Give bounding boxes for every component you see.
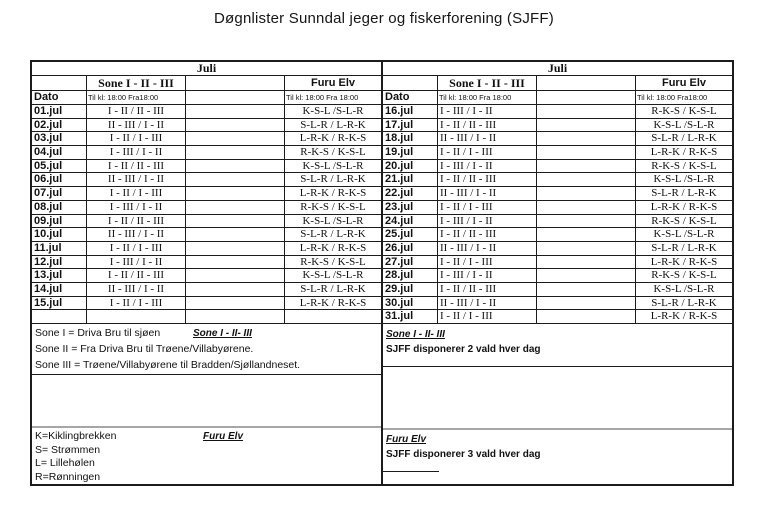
date-cell: 09.jul [32,215,87,228]
furu-header: Furu Elv [661,77,706,89]
sone-shift-cell: I - II / I - III [438,146,537,159]
spacer-cell [186,283,285,296]
sone-notes-block [32,324,381,375]
sone-shift-cell: II - III / I - II [438,187,537,200]
furu-legend-block [32,428,381,484]
furu-shift-cell: R-K-S / K-S-L [651,269,717,282]
sone-shift-cell: I - II / II - III [438,119,537,132]
table-row [32,269,381,283]
table-row [383,228,732,242]
date-cell: 19.jul [383,146,438,159]
table-row [383,242,732,256]
furu-shift-cell: K-S-L /S-L-R [302,269,364,282]
cell-border-stub [383,471,439,472]
empty-header-cell [383,76,438,90]
furu-shift-cell: R-K-S / K-S-L [651,105,717,117]
spacer-cell [537,91,636,104]
spacer-cell [537,269,636,282]
date-cell: 12.jul [32,256,87,269]
spacer-cell [537,105,636,118]
sone-shift-cell: II - III / I - II [87,119,186,132]
date-cell [32,310,87,323]
spacer-cell [186,228,285,241]
sone-shift-cell: I - III / I - II [87,146,186,159]
sone-shift-cell: I - II / I - III [438,256,537,269]
schedule-table [30,60,734,486]
spacer-cell [186,119,285,132]
furu-shift-cell: S-L-R / L-R-K [300,228,366,241]
sone-shift-cell: I - II / I - III [87,242,186,255]
spacer-cell [186,297,285,310]
sone-shift-cell: I - II / I - III [438,201,537,214]
table-row [383,105,732,119]
table-row [383,269,732,283]
date-cell: 11.jul [32,242,87,255]
furu-shift-cell: S-L-R / L-R-K [651,187,717,200]
furu-shift-cell: K-S-L /S-L-R [653,173,715,186]
dato-header: Dato [383,91,438,104]
table-row [32,215,381,229]
sone-header: Sone I - II - III [438,76,537,90]
table-row [32,297,381,311]
furu-sjff-block [383,430,732,484]
sone-shift-cell: I - III / I - II [438,269,537,282]
sone-shift-cell: II - III / I - II [438,132,537,145]
month-header-right: Juli [383,62,732,76]
furu-shift-cell: K-S-L /S-L-R [302,105,364,117]
sone-shift-cell: II - III / I - II [87,283,186,296]
spacer-cell [186,269,285,282]
column-header-row-right [383,76,732,91]
spacer-cell [537,146,636,159]
date-cell: 30.jul [383,297,438,310]
furu-shift-cell: S-L-R / L-R-K [300,173,366,186]
spacer-cell [186,173,285,186]
table-row [32,242,381,256]
month-header-left: Juli [32,62,381,76]
legend-line: S= Strømmen [35,443,101,456]
table-row [32,119,381,133]
spacer-cell [537,297,636,310]
sone-section-title: Sone I - II- III [193,328,252,339]
furu-section-title: Furu Elv [203,431,244,443]
table-row [383,297,732,311]
table-right-half [381,62,732,484]
spacer-cell [537,310,636,323]
table-row [32,160,381,174]
note-line: Sone II = Fra Driva Bru til Trøene/Villabyørene. [35,343,254,355]
sone-sjff-block [383,324,732,367]
spacer-cell [186,201,285,214]
table-row [32,228,381,242]
sone-shift-cell: I - II / II - III [438,228,537,241]
date-cell: 08.jul [32,201,87,214]
spacer-cell [186,310,285,323]
date-cell: 07.jul [32,187,87,200]
furu-shift-cell: K-S-L /S-L-R [302,214,364,227]
date-cell: 25.jul [383,228,438,241]
table-row [383,201,732,215]
spacer-cell [537,283,636,296]
table-left-half [32,62,381,484]
date-cell: 15.jul [32,297,87,310]
spacer-cell [186,242,285,255]
date-cell: 31.jul [383,310,438,323]
sone-time-header: Til kl: 18:00 Fra18:00 [87,91,186,104]
date-cell: 16.jul [383,105,438,118]
furu-shift-cell: K-S-L /S-L-R [653,282,715,295]
sone-shift-cell: I - III / I - II [87,256,186,269]
furu-header: Furu Elv [310,77,355,89]
empty-block-left [32,375,381,428]
empty-block-right [383,367,732,429]
table-row [32,173,381,187]
furu-shift-cell: K-S-L /S-L-R [653,118,715,131]
page-title: Døgnlister Sunndal jeger og fiskerforening (SJFF) [214,10,554,27]
date-cell: 02.jul [32,119,87,132]
spacer-cell [186,76,285,90]
furu-shift-cell: S-L-R / L-R-K [651,241,717,254]
note-line: Sone III = Trøene/Villabyørene til Bradden/Sjøllandneset. [35,359,301,371]
spacer-cell [537,173,636,186]
furu-shift-cell: R-K-S / K-S-L [300,255,366,268]
sone-time-header: Til kl: 18:00 Fra 18:00 [438,91,537,104]
furu-shift-cell: L-R-K / R-K-S [650,200,718,213]
spacer-cell [537,242,636,255]
sjff-furu-note: SJFF disponerer 3 vald hver dag [386,448,541,460]
furu-shift-cell: L-R-K / R-K-S [299,132,367,145]
date-cell: 24.jul [383,215,438,228]
furu-shift-cell: S-L-R / L-R-K [651,296,717,309]
furu-shift-cell: R-K-S / K-S-L [300,146,366,159]
sone-shift-cell: II - III / I - II [438,242,537,255]
table-row [383,187,732,201]
sone-header: Sone I - II - III [87,76,186,90]
spacer-cell [186,160,285,173]
furu-shift-cell: L-R-K / R-K-S [299,296,367,309]
table-row [32,310,381,324]
spacer-cell [186,187,285,200]
date-cell: 21.jul [383,173,438,186]
date-cell: 28.jul [383,269,438,282]
sone-shift-cell: II - III / I - II [438,297,537,310]
spacer-cell [186,105,285,118]
rows-left [32,105,381,324]
sone-shift-cell: II - III / I - II [87,173,186,186]
spacer-cell [537,160,636,173]
date-cell: 29.jul [383,283,438,296]
furu-shift-cell: S-L-R / L-R-K [651,132,717,145]
furu-shift-cell: L-R-K / R-K-S [299,187,367,200]
table-row [32,283,381,297]
table-row [32,187,381,201]
date-cell: 26.jul [383,242,438,255]
sone-shift-cell: I - II / I - III [438,310,537,323]
date-cell: 10.jul [32,228,87,241]
spacer-cell [537,215,636,228]
date-cell: 22.jul [383,187,438,200]
table-row [32,105,381,119]
sone-shift-cell: I - II / II - III [87,215,186,228]
table-row [383,215,732,229]
furu-shift-cell: R-K-S / K-S-L [651,159,717,172]
sone-shift-cell: I - II / II - III [438,283,537,296]
date-cell: 05.jul [32,160,87,173]
table-row [383,146,732,160]
spacer-cell [537,201,636,214]
table-row [383,256,732,270]
legend-line [35,430,381,444]
date-cell: 18.jul [383,132,438,145]
spacer-cell [186,256,285,269]
empty-header-cell [32,76,87,90]
rows-right [383,105,732,324]
furu-shift-cell: L-R-K / R-K-S [299,241,367,254]
legend-line: L= Lillehølen [35,457,95,470]
sone-shift-cell: I - III / I - II [438,160,537,173]
date-cell: 14.jul [32,283,87,296]
spacer-cell [186,132,285,145]
sone-shift-cell: I - II / II - III [87,160,186,173]
legend-line: R=Rønningen [35,470,101,483]
spacer-cell [537,119,636,132]
spacer-cell [186,215,285,228]
date-cell: 20.jul [383,160,438,173]
dato-header: Dato [32,91,87,104]
furu-shift-cell: L-R-K / R-K-S [650,310,718,323]
spacer-cell [537,228,636,241]
furu-shift-cell: L-R-K / R-K-S [650,255,718,268]
furu-shift-cell [285,310,381,323]
sone-shift-cell: I - II / I - III [87,132,186,145]
furu-time-header: Til kl: 18:00 Fra18:00 [637,93,708,102]
spacer-cell [186,146,285,159]
sone1-note: Sone I = Driva Bru til sjøen [35,327,161,339]
table-row [32,201,381,215]
note-line [35,326,381,342]
date-cell: 03.jul [32,132,87,145]
date-cell: 01.jul [32,105,87,118]
date-cell: 13.jul [32,269,87,282]
spacer-cell [537,256,636,269]
table-row [383,310,732,324]
sone-section-title: Sone I - II- III [386,329,445,340]
furu-shift-cell: K-S-L /S-L-R [302,159,364,172]
spacer-cell [537,132,636,145]
table-row [383,119,732,133]
date-cell: 17.jul [383,119,438,132]
table-row [32,132,381,146]
column-header-row-left [32,76,381,91]
table-row [383,132,732,146]
sone-shift-cell: I - II / I - III [87,297,186,310]
legend-k: K=Kiklingbrekken [35,430,117,443]
furu-shift-cell: R-K-S / K-S-L [651,214,717,227]
sone-shift-cell: I - III / I - II [438,105,537,118]
sone-shift-cell [87,310,186,323]
date-cell: 23.jul [383,201,438,214]
spacer-cell [537,76,636,90]
date-cell: 06.jul [32,173,87,186]
sone-shift-cell: II - III / I - II [87,228,186,241]
time-header-row-left [32,91,381,105]
sone-shift-cell: I - III / I - II [438,215,537,228]
date-cell: 04.jul [32,146,87,159]
furu-time-header: Til kl: 18:00 Fra 18:00 [286,93,359,102]
sone-shift-cell: I - II / II - III [87,105,186,118]
table-row [32,256,381,270]
sone-shift-cell: I - II / II - III [438,173,537,186]
furu-shift-cell: K-S-L /S-L-R [653,228,715,241]
sjff-sone-note: SJFF disponerer 2 vald hver dag [386,344,541,355]
furu-shift-cell: S-L-R / L-R-K [300,282,366,295]
date-cell: 27.jul [383,256,438,269]
furu-shift-cell: R-K-S / K-S-L [300,200,366,213]
spacer-cell [186,91,285,104]
table-row [383,160,732,174]
table-row [32,146,381,160]
sone-shift-cell: I - II / I - III [87,187,186,200]
sone-shift-cell: I - II / II - III [87,269,186,282]
table-row [383,173,732,187]
table-row [383,283,732,297]
furu-shift-cell: L-R-K / R-K-S [650,146,718,159]
furu-section-title: Furu Elv [386,433,427,445]
sone-shift-cell: I - III / I - II [87,201,186,214]
spacer-cell [537,187,636,200]
furu-shift-cell: S-L-R / L-R-K [300,118,366,131]
time-header-row-right [383,91,732,105]
